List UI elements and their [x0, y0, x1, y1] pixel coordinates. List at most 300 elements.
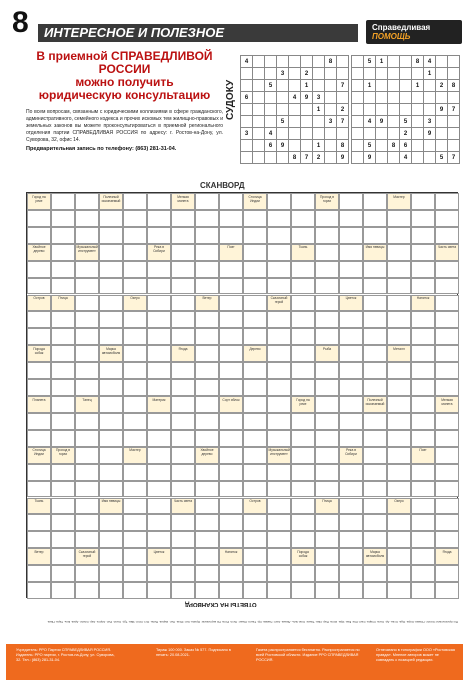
- sudoku-cell: [265, 56, 277, 68]
- scanword-cell: [27, 430, 51, 447]
- section-title: ИНТЕРЕСНОЕ И ПОЛЕЗНОЕ: [38, 24, 358, 42]
- scanword-cell: [339, 345, 363, 362]
- scanword-cell: [291, 210, 315, 227]
- scanword-cell: [51, 481, 75, 498]
- scanword-cell: [123, 548, 147, 565]
- scanword-cell: [27, 210, 51, 227]
- scanword-cell: [147, 261, 171, 278]
- scanword-clue: Порода собак: [291, 548, 315, 565]
- sudoku-cell: [325, 80, 337, 92]
- scanword-cell: [363, 193, 387, 210]
- scanword-cell: [315, 464, 339, 481]
- scanword-cell: [99, 379, 123, 396]
- scanword-cell: [75, 311, 99, 328]
- scanword-cell: [339, 244, 363, 261]
- scanword-cell: [267, 379, 291, 396]
- scanword-clue: Музыкальный инструмент: [75, 244, 99, 261]
- scanword-cell: [363, 531, 387, 548]
- scanword-cell: [171, 295, 195, 312]
- sudoku-cell: [412, 92, 424, 104]
- scanword-cell: [363, 582, 387, 599]
- scanword-cell: [219, 565, 243, 582]
- sudoku-cell: [313, 56, 325, 68]
- scanword-cell: [51, 464, 75, 481]
- scanword-cell: [75, 430, 99, 447]
- sudoku-cell: [412, 68, 424, 80]
- scanword-clue: Цветок: [147, 548, 171, 565]
- scanword-cell: [363, 345, 387, 362]
- scanword-cell: [363, 413, 387, 430]
- footer-col-2: Тираж 100 000. Заказ № 577. Подписано в печать: 20.08.2021.: [156, 648, 231, 657]
- scanword-cell: [123, 278, 147, 295]
- sudoku-cell: [424, 152, 436, 164]
- sudoku-cell: [265, 68, 277, 80]
- scanword-cell: [339, 362, 363, 379]
- sudoku-cell: 9: [301, 92, 313, 104]
- scanword-cell: [243, 328, 267, 345]
- scanword-cell: [315, 430, 339, 447]
- sudoku-cell: [388, 152, 400, 164]
- scanword-cell: [267, 278, 291, 295]
- scanword-cell: [195, 582, 219, 599]
- scanword-cell: [99, 565, 123, 582]
- scanword-cell: [435, 565, 459, 582]
- scanword-cell: [387, 531, 411, 548]
- sudoku-cell: [364, 104, 376, 116]
- footer-col-3: Газета распространяется бесплатно. Распространяется по всей Ростовской области. Издание РРО СПРАВЕДЛИВАЯ РОССИЯ.: [256, 648, 360, 662]
- sudoku-cell: 5: [364, 140, 376, 152]
- scanword-clue: Часть света: [171, 498, 195, 515]
- scanword-cell: [219, 447, 243, 464]
- sudoku-cell: [301, 140, 313, 152]
- scanword-cell: [387, 413, 411, 430]
- scanword-cell: [339, 210, 363, 227]
- scanword-cell: [411, 193, 435, 210]
- scanword-clue: Столица Индии: [27, 447, 51, 464]
- sudoku-cell: [325, 104, 337, 116]
- scanword-cell: [75, 481, 99, 498]
- sudoku-cell: 1: [313, 140, 325, 152]
- scanword-cell: [243, 548, 267, 565]
- scanword-cell: [387, 311, 411, 328]
- scanword-cell: [267, 193, 291, 210]
- scanword-cell: [147, 565, 171, 582]
- sudoku-cell: 8: [412, 56, 424, 68]
- scanword-cell: [267, 548, 291, 565]
- scanword-clue: Проход в горах: [51, 447, 75, 464]
- scanword-cell: [195, 413, 219, 430]
- scanword-cell: [51, 498, 75, 515]
- sudoku-cell: [289, 104, 301, 116]
- sudoku-cell: 7: [337, 80, 349, 92]
- scanword-cell: [195, 430, 219, 447]
- sudoku-cell: [436, 68, 448, 80]
- sudoku-cell: [376, 104, 388, 116]
- scanword-cell: [363, 430, 387, 447]
- scanword-cell: [387, 379, 411, 396]
- scanword-cell: [267, 210, 291, 227]
- sudoku-cell: [253, 80, 265, 92]
- sudoku-cell: [448, 56, 460, 68]
- scanword-cell: [123, 328, 147, 345]
- scanword-clue: Сказочный герой: [75, 548, 99, 565]
- scanword-cell: [147, 295, 171, 312]
- sudoku-cell: [289, 68, 301, 80]
- scanword-clue: Хвойное дерево: [27, 244, 51, 261]
- sudoku-cell: 2: [313, 152, 325, 164]
- scanword-cell: [411, 413, 435, 430]
- scanword-cell: [339, 311, 363, 328]
- scanword-cell: [51, 430, 75, 447]
- scanword-cell: [27, 311, 51, 328]
- scanword-clue: Птица: [51, 295, 75, 312]
- sudoku-cell: 3: [241, 128, 253, 140]
- scanword-cell: [243, 244, 267, 261]
- footer-col-1: Учредитель: РРО Партии СПРАВЕДЛИВАЯ РОССИЯ. Издатель: РРО партии, г. Ростов-на-Дону, ул. Суворова, 32. Тел.: (863) 281-31-04.: [16, 648, 115, 662]
- scanword-cell: [315, 548, 339, 565]
- scanword-cell: [435, 514, 459, 531]
- scanword-cell: [171, 261, 195, 278]
- scanword-cell: [291, 261, 315, 278]
- scanword-cell: [99, 548, 123, 565]
- scanword-clue: Мастер: [387, 193, 411, 210]
- scanword-cell: [147, 328, 171, 345]
- scanword-cell: [435, 210, 459, 227]
- sudoku-cell: [448, 140, 460, 152]
- scanword-cell: [171, 379, 195, 396]
- sudoku-cell: [352, 68, 364, 80]
- sudoku-cell: [277, 92, 289, 104]
- sudoku-cell: 7: [337, 116, 349, 128]
- scanword-clue: Напиток: [411, 295, 435, 312]
- scanword-cell: [219, 328, 243, 345]
- scanword-cell: [339, 328, 363, 345]
- scanword-cell: [147, 481, 171, 498]
- scanword-cell: [387, 582, 411, 599]
- scanword-cell: [387, 565, 411, 582]
- scanword-clue: Поэт: [219, 244, 243, 261]
- scanword-cell: [195, 379, 219, 396]
- scanword-cell: [411, 345, 435, 362]
- scanword-cell: [267, 328, 291, 345]
- scanword-cell: [171, 582, 195, 599]
- scanword-cell: [99, 514, 123, 531]
- scanword-cell: [195, 531, 219, 548]
- sudoku-cell: 3: [277, 68, 289, 80]
- sudoku-cell: [352, 80, 364, 92]
- scanword-cell: [123, 210, 147, 227]
- sudoku-cell: [352, 152, 364, 164]
- scanword-cell: [411, 379, 435, 396]
- scanword-cell: [51, 345, 75, 362]
- sudoku-cell: [400, 92, 412, 104]
- scanword-cell: [315, 328, 339, 345]
- scanword-cell: [27, 379, 51, 396]
- scanword-cell: [219, 498, 243, 515]
- scanword-clue: Цветок: [339, 295, 363, 312]
- scanword-cell: [243, 565, 267, 582]
- scanword-cell: [243, 379, 267, 396]
- sudoku-cell: [241, 80, 253, 92]
- scanword-cell: [339, 514, 363, 531]
- scanword-cell: [339, 582, 363, 599]
- scanword-cell: [435, 582, 459, 599]
- sudoku-cell: [412, 128, 424, 140]
- scanword-clue: Напиток: [219, 548, 243, 565]
- scanword-cell: [435, 498, 459, 515]
- sudoku-cell: 4: [424, 56, 436, 68]
- sudoku-cell: [253, 92, 265, 104]
- scanword-clue: Ветер: [27, 548, 51, 565]
- scanword-cell: [219, 362, 243, 379]
- scanword-cell: [99, 531, 123, 548]
- sudoku-cell: 8: [388, 140, 400, 152]
- scanword-cell: [123, 413, 147, 430]
- sudoku-cell: [301, 116, 313, 128]
- sudoku-cell: [289, 80, 301, 92]
- scanword-cell: [51, 413, 75, 430]
- scanword-clue: Мастер: [123, 447, 147, 464]
- scanword-cell: [363, 362, 387, 379]
- sudoku-cell: 1: [376, 56, 388, 68]
- sudoku-cell: [376, 80, 388, 92]
- scanword-cell: [51, 278, 75, 295]
- scanword-cell: [27, 328, 51, 345]
- scanword-clue: Марка автомобиля: [363, 548, 387, 565]
- scanword-cell: [387, 430, 411, 447]
- scanword-cell: [51, 328, 75, 345]
- scanword-clue: Озеро: [123, 295, 147, 312]
- scanword-cell: [411, 481, 435, 498]
- sudoku-cell: [400, 80, 412, 92]
- sudoku-cell: [376, 152, 388, 164]
- scanword-cell: [219, 464, 243, 481]
- scanword-clue: Полезный ископаемый: [99, 193, 123, 210]
- sudoku-cell: [352, 116, 364, 128]
- answers-title: ОТВЕТЫ НА СКАНВОРД: [185, 601, 257, 607]
- scanword-cell: [195, 362, 219, 379]
- sudoku-cell: [325, 92, 337, 104]
- scanword-cell: [195, 244, 219, 261]
- scanword-cell: [243, 582, 267, 599]
- scanword-cell: [339, 430, 363, 447]
- scanword-cell: [339, 481, 363, 498]
- scanword-cell: [147, 498, 171, 515]
- scanword-cell: [171, 565, 195, 582]
- scanword-clue: Материк: [147, 396, 171, 413]
- scanword-cell: [243, 295, 267, 312]
- scanword-cell: [339, 278, 363, 295]
- scanword-cell: [27, 514, 51, 531]
- sudoku-cell: [424, 80, 436, 92]
- scanword-cell: [291, 227, 315, 244]
- scanword-cell: [363, 328, 387, 345]
- scanword-cell: [171, 548, 195, 565]
- scanword-cell: [339, 498, 363, 515]
- scanword-cell: [195, 548, 219, 565]
- scanword-cell: [411, 227, 435, 244]
- scanword-cell: [75, 498, 99, 515]
- scanword-cell: [99, 396, 123, 413]
- scanword-cell: [195, 514, 219, 531]
- sudoku-cell: 1: [313, 104, 325, 116]
- sudoku-cell: [352, 92, 364, 104]
- sudoku-label: СУДОКУ: [225, 79, 236, 120]
- scanword-cell: [291, 565, 315, 582]
- sudoku-grid-left: [240, 55, 349, 164]
- sudoku-cell: [424, 140, 436, 152]
- scanword-cell: [435, 193, 459, 210]
- scanword-cell: [267, 514, 291, 531]
- sudoku-cell: 6: [265, 140, 277, 152]
- scanword-cell: [147, 227, 171, 244]
- scanword-cell: [219, 345, 243, 362]
- scanword-cell: [27, 531, 51, 548]
- scanword-cell: [219, 582, 243, 599]
- scanword-cell: [195, 345, 219, 362]
- sudoku-grid-right: [351, 55, 460, 164]
- scanword-cell: [315, 514, 339, 531]
- scanword-cell: [171, 244, 195, 261]
- sudoku-cell: [388, 116, 400, 128]
- sudoku-cell: [388, 80, 400, 92]
- scanword-cell: [51, 227, 75, 244]
- scanword-cell: [339, 565, 363, 582]
- scanword-cell: [387, 464, 411, 481]
- sudoku-cell: [253, 56, 265, 68]
- scanword-cell: [99, 582, 123, 599]
- scanword-cell: [363, 311, 387, 328]
- scanword-cell: [435, 227, 459, 244]
- sudoku-cell: [265, 104, 277, 116]
- scanword-cell: [219, 311, 243, 328]
- scanword-cell: [219, 193, 243, 210]
- scanword-cell: [243, 531, 267, 548]
- scanword-cell: [75, 531, 99, 548]
- sudoku-cell: [313, 80, 325, 92]
- sudoku-cell: [325, 128, 337, 140]
- scanword-cell: [411, 278, 435, 295]
- scanword-cell: [27, 362, 51, 379]
- scanword-cell: [171, 210, 195, 227]
- scanword-cell: [291, 311, 315, 328]
- scanword-cell: [219, 261, 243, 278]
- scanword-cell: [219, 413, 243, 430]
- scanword-cell: [51, 514, 75, 531]
- sudoku-cell: 8: [337, 140, 349, 152]
- scanword-cell: [363, 447, 387, 464]
- scanword-cell: [171, 362, 195, 379]
- scanword-cell: [411, 261, 435, 278]
- sudoku-cell: 5: [436, 152, 448, 164]
- sudoku-cell: 1: [364, 80, 376, 92]
- sudoku-cell: 4: [241, 56, 253, 68]
- scanword-cell: [219, 278, 243, 295]
- scanword-cell: [243, 227, 267, 244]
- sudoku-cell: [388, 92, 400, 104]
- sudoku-cell: [241, 140, 253, 152]
- scanword-cell: [339, 261, 363, 278]
- scanword-cell: [315, 413, 339, 430]
- scanword-clue: Город на реке: [291, 396, 315, 413]
- sudoku-cell: 4: [364, 116, 376, 128]
- scanword-cell: [411, 210, 435, 227]
- scanword-cell: [435, 464, 459, 481]
- sudoku-cell: 7: [301, 152, 313, 164]
- scanword-cell: [219, 379, 243, 396]
- scanword-cell: [291, 481, 315, 498]
- scanword-cell: [123, 498, 147, 515]
- scanword-cell: [51, 531, 75, 548]
- sudoku-cell: 3: [313, 92, 325, 104]
- scanword-cell: [435, 413, 459, 430]
- scanword-cell: [123, 227, 147, 244]
- sudoku-cell: [376, 128, 388, 140]
- scanword-cell: [171, 447, 195, 464]
- sudoku-cell: [337, 56, 349, 68]
- scanword-cell: [291, 362, 315, 379]
- scanword-cell: [243, 481, 267, 498]
- article-title-1: В приемной СПРАВЕДЛИВОЙ РОССИИ: [36, 49, 213, 76]
- sudoku-cell: [400, 68, 412, 80]
- scanword-cell: [315, 447, 339, 464]
- sudoku-cell: [265, 92, 277, 104]
- sudoku-cell: [448, 116, 460, 128]
- sudoku-cell: 1: [301, 80, 313, 92]
- scanword-cell: [195, 193, 219, 210]
- sudoku-cell: [352, 56, 364, 68]
- scanword-cell: [387, 447, 411, 464]
- scanword-cell: [435, 379, 459, 396]
- scanword-cell: [147, 514, 171, 531]
- scanword-cell: [363, 210, 387, 227]
- scanword-cell: [51, 193, 75, 210]
- scanword-cell: [195, 498, 219, 515]
- scanword-cell: [99, 464, 123, 481]
- scanword-cell: [123, 481, 147, 498]
- scanword-clue: Часть света: [435, 244, 459, 261]
- scanword-cell: [123, 565, 147, 582]
- scanword-cell: [411, 498, 435, 515]
- sudoku-cell: [241, 152, 253, 164]
- sudoku-cell: [388, 104, 400, 116]
- scanword-cell: [27, 565, 51, 582]
- sudoku-cell: [376, 68, 388, 80]
- scanword-clue: Ткань: [27, 498, 51, 515]
- scanword-cell: [315, 582, 339, 599]
- scanword-clue: Река в Сибири: [147, 244, 171, 261]
- scanword-cell: [27, 481, 51, 498]
- sudoku-cell: 1: [424, 68, 436, 80]
- scanword-cell: [315, 311, 339, 328]
- scanword-cell: [267, 582, 291, 599]
- scanword-cell: [435, 362, 459, 379]
- sudoku-cell: 2: [337, 104, 349, 116]
- scanword-cell: [99, 362, 123, 379]
- scanword-clue: Планета: [27, 396, 51, 413]
- scanword-cell: [267, 396, 291, 413]
- sudoku-cell: [313, 128, 325, 140]
- article-title-2: можно получить: [75, 75, 174, 89]
- brand-line1: Справедливая: [372, 23, 431, 32]
- scanword-cell: [315, 244, 339, 261]
- scanword-title: СКАНВОРД: [200, 181, 245, 190]
- sudoku-cell: [289, 128, 301, 140]
- scanword-cell: [387, 244, 411, 261]
- scanword-cell: [51, 379, 75, 396]
- scanword-clue: Мелкая монета: [171, 193, 195, 210]
- page-number: 8: [12, 6, 29, 39]
